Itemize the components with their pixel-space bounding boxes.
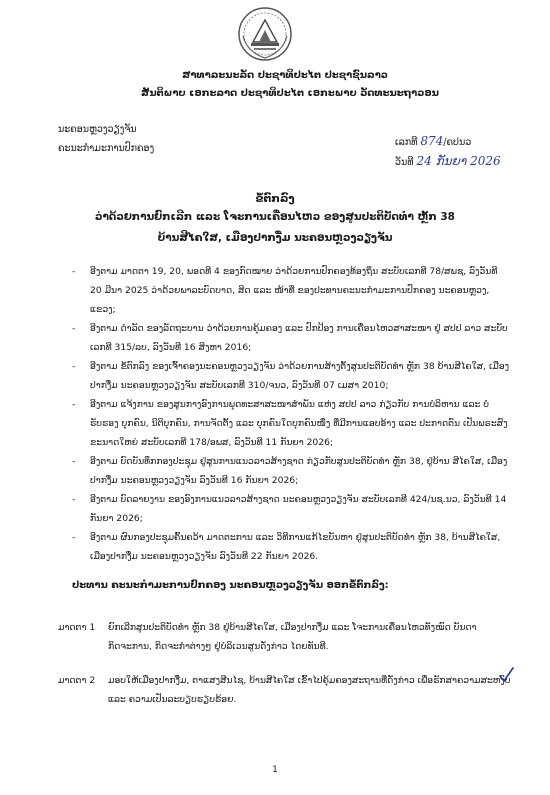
- article-2: [58, 671, 518, 709]
- article-label: ມາດຕາ 1: [58, 622, 96, 633]
- reference-item: - ອີງຕາມ ບົດບັນທຶກກອງປະຊຸມ ຢູ່ສູນການແນວລາວສ້າງຊາດ ກ່ຽວກັບສູນປະຕິບັດທໍາ ຫຼັກ 38, ຢູ່ບ້ານ ສີໄຄໃສ, ເມືອງປາກງື່ມ ນະຄອນຫຼວງວຽງຈັນ ລົງວັນທີ 16 ກັນຍາ 2026;: [72, 452, 510, 490]
- reference-item: - ອີງຕາມ ຜົນກອງປະຊຸມຄົ້ນຄວ້າ ມາດຕະການ ແລະ ວິທີການແກ້ໄຂບັນຫາ ຢູ່ສູນປະຕິບັດທໍາ ຫຼັກ 38, ບ້ານສີໄຄໃສ, ເມືອງປາກງື່ມ ນະຄອນຫຼວງວຽງຈັນ ລົງວັນທີ 22 ກັນຍາ 2026.: [72, 528, 510, 566]
- decision-heading: ປະທານ ຄະນະກໍາມະການປົກຄອງ ນະຄອນຫຼວງວຽງຈັນ ອອກຂໍ້ຕົກລົງ:: [72, 580, 389, 591]
- reference-item: - ອີງຕາມ ບົດລາຍງານ ຂອງອົງການແນວລາວສ້າງຊາດ ນະຄອນຫຼວງວຽງຈັນ ສະບັບເລກທີ 424/ນຊ.ນວ, ລົງວັນທີ 14 ກັນຍາ 2026;: [72, 490, 510, 528]
- article-1: [58, 618, 518, 656]
- reference-item: - ອີງຕາມ ມາດຕາ 19, 20, ພອດທີ 4 ຂອງກົດໝາຍ ວ່າດ້ວຍການປົກຄອງທ້ອງຖິ່ນ ສະບັບເລກທີ 78/ສພຊ, ລົງວັນທີ 20 ມີນາ 2025 ວ່າດ້ວຍພາລະບົດບາດ, ສິດ ແລະ ໜ້າທີ່ ຂອງປະທານຄະນະກໍາມະການປົກຄອງ ນະຄອນຫຼວງ, ແຂວງ;: [72, 262, 510, 319]
- reference-item: - ອີງຕາມ ແຈ້ງການ ຂອງສູນກາງອົງການພຸດທະສາສະໜາສໍາພັນ ແຫ່ງ ສປປ ລາວ ກ່ຽວກັບ ການບໍລິຫານ ແລະ ບໍ່ຮັບຮອງ ບຸກຄົນ, ນິຕິບຸກຄົນ, ການຈັດຕັ້ງ ແລະ ບຸກຄົນໃດບຸກຄົນໜຶ່ງ ທີ່ມີການແອບອ້າງ ແລະ ປະກາດຕົນ ເປັນພຣະສົງຂະນາດໃຫຍ່ ສະບັບເລກທີ 178/ອພສ, ລົງວັນທີ 11 ກັນຍາ 2026;: [72, 395, 510, 452]
- reference-item: - ອີງຕາມ ຂໍ້ຕົກລົງ ຂອງເຈົ້າຄອງນະຄອນຫຼວງວຽງຈັນ ວ່າດ້ວຍການສ້າງຕັ້ງສູນປະຕິບັດທໍາ ຫຼັກ 38 ບ້ານສີໄຄໃສ, ເມືອງປາກງື່ມ ນະຄອນຫຼວງວຽງຈັນ ສະບັບເລກທີ 310/ຈນວ, ລົງວັນທີ 07 ເມສາ 2010;: [72, 357, 510, 395]
- issuer-department: ຄະນະກໍາມະການປົກຄອງ: [58, 143, 155, 154]
- document-number: [395, 134, 471, 148]
- reference-item: - ອີງຕາມ ດໍາລັດ ຂອງລັດຖະບານ ວ່າດ້ວຍການຄຸ້ມຄອງ ແລະ ປົກປ້ອງ ການເຄື່ອນໄຫວສາສະໜາ ຢູ່ ສປປ ລາວ ສະບັບເລກທີ 315/ລບ, ລົງວັນທີ 16 ສິງຫາ 2016;: [72, 319, 510, 357]
- issuer-org: ນະຄອນຫຼວງວຽງຈັນ: [58, 124, 137, 135]
- page-number: 1: [272, 765, 278, 775]
- article-text: ຍົກເລີກສູນປະຕິບັດທໍາ ຫຼັກ 38 ຢູ່ບ້ານສີໄຄໃສ, ເມືອງປາກງື່ມ ແລະ ໂຈະການເຄື່ອນໄຫວທັງໝົດ ບັນດາກິດຈະການ, ກິດຈະກໍາຕ່າງໆ ຢູ່ບໍລິເວນສູນດັ່ງກ່າວ ໄດຍທັນທີ.: [108, 622, 477, 652]
- handwritten-check-icon: [497, 666, 515, 684]
- national-emblem-icon: [235, 6, 295, 62]
- document-subject: ວ່າດ້ວຍການຍົກເລີກ ແລະ ໂຈະການເຄື່ອນໄຫວ ຂອງສູນປະຕິບັດທໍາ ຫຼັກ 38: [95, 211, 455, 223]
- number-suffix: /ຄປນວ: [443, 137, 472, 148]
- number-label: ເລກທີ: [395, 137, 418, 148]
- date-label: ວັນທີ: [395, 157, 414, 168]
- article-text: ມອບໃຫ້ເມືອງປາກງື່ມ, ຕາແສງສີນໄຊ, ບ້ານສີໄຄໃສ ເຂົ້າໄປຄຸ້ມຄອງສະຖານທີ່ດັ່ງກ່າວ ເພື່ອຮັກສາຄວາມສະຫງົບ ແລະ ຄວາມເປັນລະບຽບຮຽບຮ້ອຍ.: [108, 675, 511, 705]
- document-title: ຂໍ້ຕົກລົງ: [255, 192, 295, 205]
- document-date: [395, 154, 501, 168]
- document-location: ບ້ານສີໄຄໃສ, ເມືອງປາກງື່ມ ນະຄອນຫຼວງວຽງຈັນ: [157, 232, 393, 244]
- legal-references: [72, 262, 510, 566]
- number-value: 874: [420, 134, 444, 148]
- national-motto: ສັນຕິພາບ ເອກະລາດ ປະຊາທິປະໄຕ ເອກະພາບ ວັດທະນະຖາວອນ: [141, 88, 439, 99]
- article-label: ມາດຕາ 2: [58, 675, 96, 686]
- date-value: 24 ກັນຍາ 2026: [416, 154, 501, 168]
- country-name: ສາທາລະນະລັດ ປະຊາທິປະໄຕ ປະຊາຊົນລາວ: [182, 70, 388, 81]
